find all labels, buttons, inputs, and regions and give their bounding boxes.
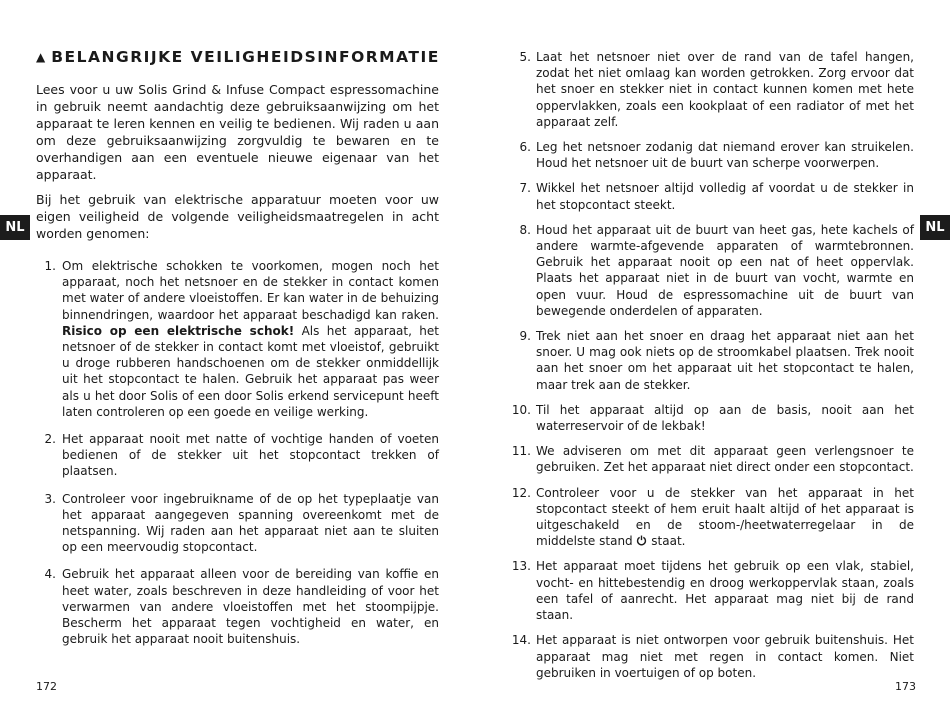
item-text: Het apparaat nooit met natte of vochtige handen of voeten bedienen of de stekker uit het stopcontact trekken of plaatsen. [62,432,439,479]
item-number: 8. [519,222,531,237]
warning-triangle-icon: ▲ [36,50,46,64]
language-tab-left [0,215,30,240]
list-item [511,222,914,319]
list-item [511,49,914,130]
item-number: 11. [511,444,531,459]
item-text: Laat het netsnoer niet over de rand van de tafel hangen, zodat het niet omlaag kan worden getrokken. Zorg ervoor dat het snoer en stekker niet in contact kunnen komen met hete oppervlakken, zoals een kookplaat of een radiator of met het apparaat zelf. [536,50,914,129]
list-item [511,328,914,393]
item-text: Houd het apparaat uit de buurt van heet gas, hete kachels of andere warmte-afgevende apparaten of warmtebronnen. Gebruik het apparaat nooit op een nat of heet oppervlak. Plaats het apparaat niet in de buurt van vocht, warmte en open vuur. Houd de espressomachine uit de buurt van bewegende onderdelen of apparaten. [536,222,914,318]
item-number: 3. [44,491,56,506]
item-number: 10. [511,402,531,417]
item-text-continued: staat. [647,534,686,549]
item-text: Het apparaat is niet ontworpen voor gebruik buitenshuis. Het apparaat mag niet met regen in contact komen. Niet gebruiken in voertuigen of op boten. [536,633,914,680]
list-item [36,431,439,480]
language-tab-right [920,215,950,240]
item-text: We adviseren om met dit apparaat geen verlengsnoer te gebruiken. Zet het apparaat niet direct onder een stopcontact. [536,444,914,475]
item-text: Wikkel het netsnoer altijd volledig af voordat u de stekker in het stopcontact steekt. [536,181,914,212]
item-number: 9. [519,329,531,344]
item-number: 14. [511,633,531,648]
list-item [36,491,439,556]
item-text: Gebruik het apparaat alleen voor de bereiding van koffie en heet water, zoals beschreven in deze handleiding of voor het verwarmen van andere vloeistoffen met het stoompijpje. Bescherm het apparaat tegen vochtigheid en water, en gebruik het apparaat nooit buitenshuis. [62,567,439,647]
item-warning: Risico op een elektrische schok! [62,323,295,338]
item-text: Til het apparaat altijd op aan de basis, nooit aan het waterreservoir of de lekbak! [536,402,914,434]
list-item [511,632,914,681]
item-number: 6. [519,140,531,155]
list-item [36,258,439,420]
section-heading [36,48,440,66]
item-number: 12. [511,485,531,500]
item-text: Leg het netsnoer zodanig dat niemand erover kan struikelen. Houd het netsnoer uit de buurt van scherpe voorwerpen. [536,140,914,171]
heading-text: BELANGRIJKE VEILIGHEIDSINFORMATIE [51,48,440,66]
right-page [511,0,914,713]
item-text: Om elektrische schokken te voorkomen, mogen noch het apparaat, noch het netsnoer en de stekker in contact komen met water of andere vloeistoffen. Er kan water in de behuizing binnendringen, waardoor het apparaat beschadigd kan raken. [62,259,439,322]
page-number-left: 172 [36,680,57,693]
list-item [511,139,914,171]
item-number: 4. [44,567,56,582]
list-item [511,443,914,475]
list-item [511,485,914,550]
item-number: 1. [44,259,56,273]
item-number: 2. [44,432,56,447]
item-text: Het apparaat moet tijdens het gebruik op een vlak, stabiel, vocht- en hittebestendig en droog werkoppervlak staan, zoals een tafel of aanrecht. Het apparaat mag niet bij de rand staan. [536,559,914,623]
intro-paragraph: Lees voor u uw Solis Grind & Infuse Compact espressomachine in gebruik neemt aandachtig deze gebruiksaanwijzing om het apparaat te leren kennen en veilig te bedienen. Wij raden u aan om deze gebruiksaanwijzing zorgvuldig te bewaren en te overhandigen aan een eventuele nieuwe eigenaar van het apparaat. [36,82,439,182]
item-number: 13. [511,559,531,574]
list-item [511,558,914,623]
safety-list-right [511,49,914,681]
item-number: 7. [519,181,531,196]
power-icon [636,533,647,549]
list-item [36,566,439,647]
left-page [36,0,439,713]
list-item [511,402,914,434]
item-number: 5. [519,50,531,64]
item-text-continued: Als het apparaat, het netsnoer of de stekker in contact komt met vloeistof, gebruikt u droge rubberen handschoenen om de stekker onmiddellijk uit het stopcontact te halen. Gebruik het apparaat pas weer als u het door Solis of een door Solis erkend servicepunt heeft laten controleren op een goede en veilige werking. [62,323,440,419]
item-text: Controleer voor u de stekker van het apparaat in het stopcontact steekt of hem eruit haalt altijd of het apparaat is uitgeschakeld en de stoom-/heetwaterregelaar in de middelste stand [536,485,914,549]
language-tab-label: NL [5,220,25,235]
language-tab-label: NL [925,220,945,235]
page-number-right: 173 [895,680,916,693]
safety-intro-paragraph: Bij het gebruik van elektrische apparatuur moeten voor uw eigen veiligheid de volgende veiligheidsmaatregelen in acht worden genomen: [36,192,439,241]
safety-list-left [36,258,439,647]
item-text: Controleer voor ingebruikname of de op het typeplaatje van het apparaat aangegeven spanning overeenkomt met de netspanning. Wij raden aan het apparaat niet aan te sluiten op een meervoudig stopcontact. [62,491,439,555]
list-item [511,180,914,212]
item-text: Trek niet aan het snoer en draag het apparaat niet aan het snoer. U mag ook niets op de stroomkabel plaatsen. Trek nooit aan het snoer om het apparaat uit het stopcontact te halen, maar trek aan de stekker. [536,329,914,392]
